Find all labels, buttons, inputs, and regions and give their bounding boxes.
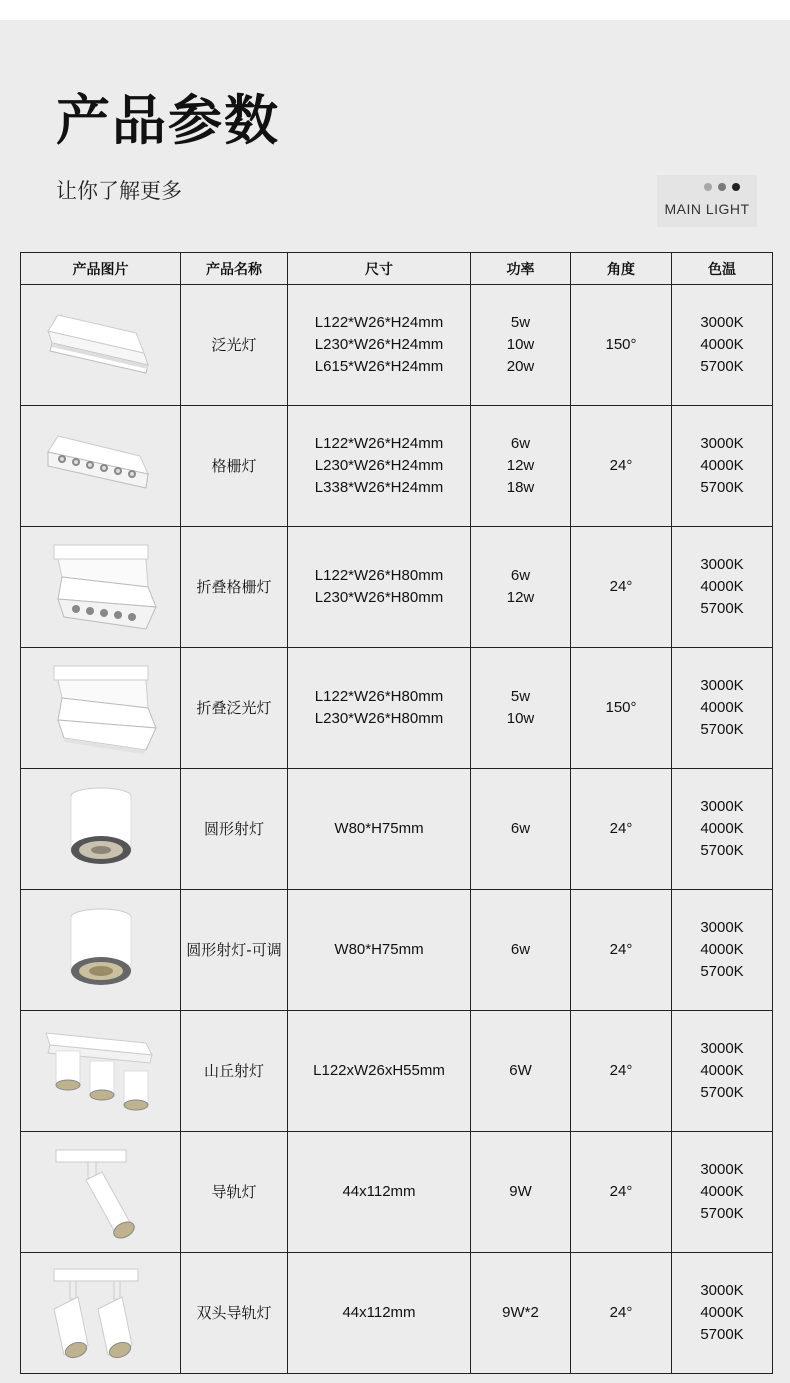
product-name: 折叠格栅灯 — [181, 527, 288, 648]
size-value: L615*W26*H24mm — [314, 358, 444, 375]
power-value: 5w — [510, 314, 531, 331]
size-cell — [288, 285, 471, 406]
color-temp-value: 4000K — [700, 941, 744, 958]
power-value: 10w — [506, 710, 535, 727]
color-temp-cell — [672, 890, 773, 1011]
column-header: 功率 — [471, 253, 571, 285]
page-title: 产品参数 — [56, 89, 280, 152]
color-temp-value: 3000K — [700, 435, 744, 452]
power-cell — [471, 769, 571, 890]
color-temp-value: 3000K — [700, 798, 744, 815]
dots-icon — [704, 183, 744, 193]
power-value: 9W*2 — [502, 1304, 539, 1321]
track-light-icon — [21, 1142, 180, 1242]
color-temp-value: 4000K — [700, 1304, 744, 1321]
size-cell — [288, 648, 471, 769]
product-image-cell — [21, 1011, 181, 1132]
color-temp-cell — [672, 648, 773, 769]
product-name: 圆形射灯-可调 — [181, 890, 288, 1011]
power-cell — [471, 1011, 571, 1132]
product-image-cell — [21, 406, 181, 527]
power-value: 9W — [509, 1183, 532, 1200]
product-image-cell — [21, 648, 181, 769]
color-temp-cell — [672, 406, 773, 527]
size-value: L338*W26*H24mm — [314, 479, 444, 496]
size-cell — [288, 1011, 471, 1132]
column-header: 色温 — [672, 253, 773, 285]
linear-flood-light-icon — [21, 305, 180, 385]
page-subtitle: 让你了解更多 — [56, 179, 182, 203]
color-temp-value: 3000K — [700, 1282, 744, 1299]
power-value: 6w — [510, 941, 531, 958]
product-name: 圆形射灯 — [181, 769, 288, 890]
size-cell — [288, 1253, 471, 1374]
color-temp-value: 4000K — [700, 457, 744, 474]
power-cell — [471, 648, 571, 769]
table-row — [21, 890, 773, 1011]
color-temp-value: 4000K — [700, 1062, 744, 1079]
size-value: L230*W26*H80mm — [314, 710, 444, 727]
power-cell — [471, 527, 571, 648]
size-value: L230*W26*H24mm — [314, 457, 444, 474]
main-light-badge — [657, 175, 757, 227]
color-temp-value: 3000K — [700, 556, 744, 573]
folding-grille-light-icon — [21, 537, 180, 637]
product-image-cell — [21, 527, 181, 648]
color-temp-value: 5700K — [700, 1205, 744, 1222]
table-header-row — [21, 253, 773, 285]
size-cell — [288, 890, 471, 1011]
product-image-cell — [21, 769, 181, 890]
power-value: 6w — [510, 435, 531, 452]
power-cell — [471, 406, 571, 527]
size-value: L122*W26*H24mm — [314, 435, 444, 452]
spec-table — [20, 252, 773, 1374]
size-cell — [288, 769, 471, 890]
angle-cell: 150° — [571, 285, 672, 406]
power-value: 10w — [506, 336, 535, 353]
table-row — [21, 1253, 773, 1374]
color-temp-value: 3000K — [700, 919, 744, 936]
power-value: 6w — [510, 820, 531, 837]
color-temp-value: 5700K — [700, 1326, 744, 1343]
product-image-cell — [21, 890, 181, 1011]
angle-cell: 24° — [571, 406, 672, 527]
color-temp-value: 5700K — [700, 963, 744, 980]
color-temp-value: 3000K — [700, 1040, 744, 1057]
angle-cell: 24° — [571, 1253, 672, 1374]
folding-flood-light-icon — [21, 658, 180, 758]
color-temp-cell — [672, 1011, 773, 1132]
color-temp-value: 4000K — [700, 1183, 744, 1200]
column-header: 产品名称 — [181, 253, 288, 285]
product-image-cell — [21, 1253, 181, 1374]
color-temp-cell — [672, 1132, 773, 1253]
triple-spotlight-icon — [21, 1021, 180, 1121]
size-value: W80*H75mm — [334, 941, 424, 958]
size-value: 44x112mm — [342, 1183, 416, 1200]
color-temp-value: 5700K — [700, 600, 744, 617]
power-cell — [471, 285, 571, 406]
table-row — [21, 406, 773, 527]
angle-cell: 150° — [571, 648, 672, 769]
power-value: 18w — [506, 479, 535, 496]
color-temp-value: 4000K — [700, 578, 744, 595]
color-temp-cell — [672, 1253, 773, 1374]
table-row — [21, 1011, 773, 1132]
size-cell — [288, 527, 471, 648]
power-value: 6w — [510, 567, 531, 584]
color-temp-value: 4000K — [700, 699, 744, 716]
product-name: 导轨灯 — [181, 1132, 288, 1253]
angle-cell: 24° — [571, 1011, 672, 1132]
size-value: L122*W26*H24mm — [314, 314, 444, 331]
color-temp-value: 5700K — [700, 1084, 744, 1101]
color-temp-value: 4000K — [700, 820, 744, 837]
color-temp-cell — [672, 527, 773, 648]
color-temp-value: 5700K — [700, 358, 744, 375]
product-image-cell — [21, 285, 181, 406]
double-head-track-light-icon — [21, 1263, 180, 1363]
size-value: L230*W26*H24mm — [314, 336, 444, 353]
color-temp-value: 5700K — [700, 721, 744, 738]
table-row — [21, 769, 773, 890]
power-cell — [471, 1253, 571, 1374]
table-row — [21, 648, 773, 769]
column-header: 产品图片 — [21, 253, 181, 285]
size-cell — [288, 406, 471, 527]
power-value: 12w — [506, 457, 535, 474]
angle-cell: 24° — [571, 769, 672, 890]
column-header: 尺寸 — [288, 253, 471, 285]
color-temp-value: 3000K — [700, 314, 744, 331]
size-value: L230*W26*H80mm — [314, 589, 444, 606]
product-name: 折叠泛光灯 — [181, 648, 288, 769]
color-temp-value: 4000K — [700, 336, 744, 353]
size-value: L122*W26*H80mm — [314, 567, 444, 584]
color-temp-value: 3000K — [700, 677, 744, 694]
size-value: L122*W26*H80mm — [314, 688, 444, 705]
product-name: 山丘射灯 — [181, 1011, 288, 1132]
product-name: 泛光灯 — [181, 285, 288, 406]
color-temp-cell — [672, 769, 773, 890]
angle-cell: 24° — [571, 890, 672, 1011]
power-value: 12w — [506, 589, 535, 606]
power-value: 20w — [506, 358, 535, 375]
size-cell — [288, 1132, 471, 1253]
table-row — [21, 285, 773, 406]
adjustable-round-spotlight-icon — [21, 905, 180, 995]
color-temp-cell — [672, 285, 773, 406]
table-row — [21, 1132, 773, 1253]
product-name: 双头导轨灯 — [181, 1253, 288, 1374]
color-temp-value: 5700K — [700, 479, 744, 496]
grille-light-icon — [21, 426, 180, 506]
product-image-cell — [21, 1132, 181, 1253]
color-temp-value: 3000K — [700, 1161, 744, 1178]
power-cell — [471, 890, 571, 1011]
size-value: 44x112mm — [342, 1304, 416, 1321]
size-value: W80*H75mm — [334, 820, 424, 837]
power-value: 5w — [510, 688, 531, 705]
angle-cell: 24° — [571, 527, 672, 648]
power-value: 6W — [509, 1062, 532, 1079]
product-name: 格栅灯 — [181, 406, 288, 527]
color-temp-value: 5700K — [700, 842, 744, 859]
round-spotlight-icon — [21, 784, 180, 874]
power-cell — [471, 1132, 571, 1253]
column-header: 角度 — [571, 253, 672, 285]
size-value: L122xW26xH55mm — [313, 1062, 445, 1079]
angle-cell: 24° — [571, 1132, 672, 1253]
badge-label: MAIN LIGHT — [664, 201, 750, 217]
table-row — [21, 527, 773, 648]
